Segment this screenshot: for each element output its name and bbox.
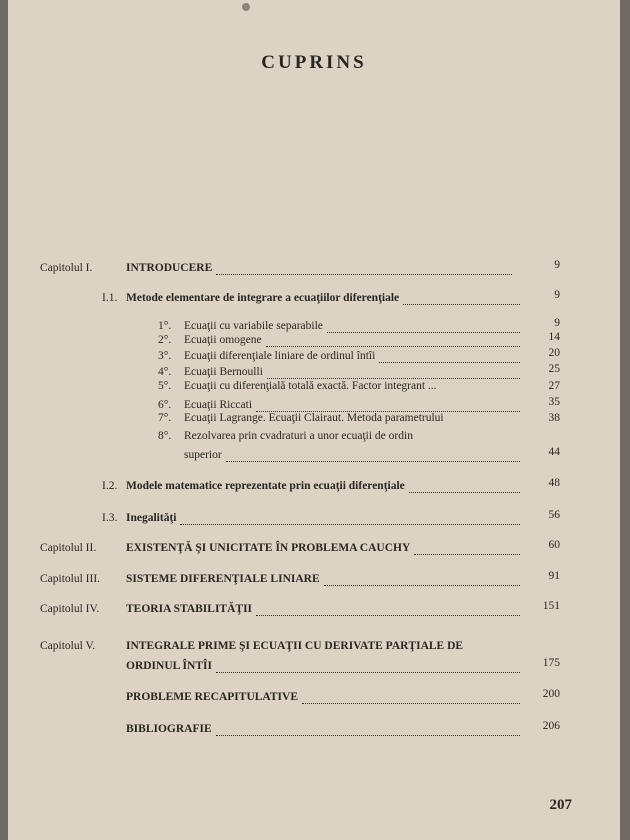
entry-number: Capitolul III. bbox=[40, 573, 101, 585]
entry-label: Ecuaţii Lagrange. Ecuaţii Clairaut. Metoda parametrului bbox=[184, 412, 444, 424]
toc-entry-problems bbox=[126, 687, 560, 704]
entry-page: 35 bbox=[548, 396, 560, 408]
toc-entry-item bbox=[158, 362, 560, 379]
entry-number: 7°. bbox=[158, 412, 172, 424]
dot-leader bbox=[403, 294, 520, 305]
entry-number: Capitolul I. bbox=[40, 262, 93, 274]
entry-number: 5°. bbox=[158, 380, 172, 392]
entry-page: 91 bbox=[548, 570, 560, 582]
toc-entry-item bbox=[158, 411, 560, 425]
toc-entry-item bbox=[158, 395, 560, 412]
entry-number: I.2. bbox=[102, 480, 118, 492]
entry-page: 9 bbox=[554, 317, 560, 329]
toc-entry-item-continued bbox=[158, 445, 560, 462]
dot-leader bbox=[216, 662, 520, 673]
entry-page: 9 bbox=[554, 259, 560, 271]
entry-number: 8°. bbox=[158, 430, 172, 442]
entry-label: Ecuaţii cu diferenţială totală exactă. Factor integrant ... bbox=[184, 380, 437, 392]
ink-spot bbox=[242, 3, 250, 11]
entry-page: 9 bbox=[554, 289, 560, 301]
entry-page: 200 bbox=[542, 688, 560, 700]
entry-label: INTEGRALE PRIME ŞI ECUAŢII CU DERIVATE PARŢIALE DE bbox=[126, 640, 464, 652]
entry-label: PROBLEME RECAPITULATIVE bbox=[126, 691, 298, 703]
toc-entry-section-1-2 bbox=[102, 476, 560, 493]
toc-entry-item bbox=[158, 346, 560, 363]
toc-entry-item bbox=[158, 379, 560, 393]
toc-entry-section-1-1 bbox=[102, 288, 560, 305]
entry-label: INTRODUCERE bbox=[126, 262, 213, 274]
toc-entry-chapter-1 bbox=[40, 258, 560, 275]
entry-number: 4°. bbox=[158, 366, 172, 378]
entry-label: Ecuaţii Riccati bbox=[184, 399, 253, 411]
entry-page: 25 bbox=[548, 363, 560, 375]
entry-page: 38 bbox=[548, 412, 560, 424]
entry-label: Rezolvarea prin cvadraturi a unor ecuaţii de ordin bbox=[184, 430, 413, 442]
toc-entry-chapter-4 bbox=[40, 599, 560, 616]
toc-entry-chapter-5-continued bbox=[40, 656, 560, 673]
entry-label: Inegalităţi bbox=[126, 512, 177, 524]
entry-label: Ecuaţii Bernoulli bbox=[184, 366, 263, 378]
dot-leader bbox=[302, 693, 520, 704]
entry-page: 14 bbox=[548, 331, 560, 343]
dot-leader bbox=[226, 451, 520, 462]
toc-entry-chapter-2 bbox=[40, 538, 560, 555]
dot-leader bbox=[414, 544, 520, 555]
entry-page: 48 bbox=[548, 477, 560, 489]
dot-leader bbox=[180, 514, 520, 525]
entry-page: 56 bbox=[548, 509, 560, 521]
entry-page: 151 bbox=[542, 600, 560, 612]
entry-page: 20 bbox=[548, 347, 560, 359]
page-number: 207 bbox=[549, 797, 572, 813]
entry-number: I.1. bbox=[102, 292, 118, 304]
entry-label: Ecuaţii omogene bbox=[184, 334, 262, 346]
entry-page: 175 bbox=[542, 657, 560, 669]
entry-page: 44 bbox=[548, 446, 560, 458]
entry-number: 1°. bbox=[158, 320, 172, 332]
book-page bbox=[8, 0, 620, 840]
entry-label: Ecuaţii diferenţiale liniare de ordinul întîi bbox=[184, 350, 376, 362]
entry-label: Ecuaţii cu variabile separabile bbox=[184, 320, 323, 332]
dot-leader bbox=[409, 482, 520, 493]
toc-entry-item bbox=[158, 429, 560, 443]
page-title: CUPRINS bbox=[261, 52, 367, 73]
dot-leader bbox=[267, 368, 520, 379]
entry-page: 206 bbox=[542, 720, 560, 732]
entry-label-continued: superior bbox=[184, 449, 222, 461]
entry-label: TEORIA STABILITĂŢII bbox=[126, 603, 253, 615]
entry-number: Capitolul II. bbox=[40, 542, 97, 554]
entry-label: SISTEME DIFERENŢIALE LINIARE bbox=[126, 573, 320, 585]
toc-entry-section-1-3 bbox=[102, 508, 560, 525]
entry-label: Metode elementare de integrare a ecuaţiilor diferenţiale bbox=[126, 292, 400, 304]
entry-number: Capitolul IV. bbox=[40, 603, 100, 615]
entry-label: BIBLIOGRAFIE bbox=[126, 723, 212, 735]
toc-entry-chapter-5 bbox=[40, 639, 560, 653]
entry-number: I.3. bbox=[102, 512, 118, 524]
entry-number: 2°. bbox=[158, 334, 172, 346]
dot-leader bbox=[216, 264, 512, 275]
dot-leader bbox=[324, 575, 520, 586]
entry-number: 6°. bbox=[158, 399, 172, 411]
entry-page: 27 bbox=[548, 380, 560, 392]
toc-entry-chapter-3 bbox=[40, 569, 560, 586]
entry-label: Modele matematice reprezentate prin ecuaţii diferenţiale bbox=[126, 480, 405, 492]
toc-entry-item bbox=[158, 330, 560, 347]
entry-number: Capitolul V. bbox=[40, 640, 96, 652]
entry-label-continued: ORDINUL ÎNTÎI bbox=[126, 660, 212, 672]
dot-leader bbox=[216, 725, 520, 736]
entry-number: 3°. bbox=[158, 350, 172, 362]
dot-leader bbox=[256, 605, 520, 616]
toc-entry-bibliography bbox=[126, 719, 560, 736]
entry-page: 60 bbox=[548, 539, 560, 551]
entry-label: EXISTENŢĂ ŞI UNICITATE ÎN PROBLEMA CAUCHY bbox=[126, 542, 411, 554]
